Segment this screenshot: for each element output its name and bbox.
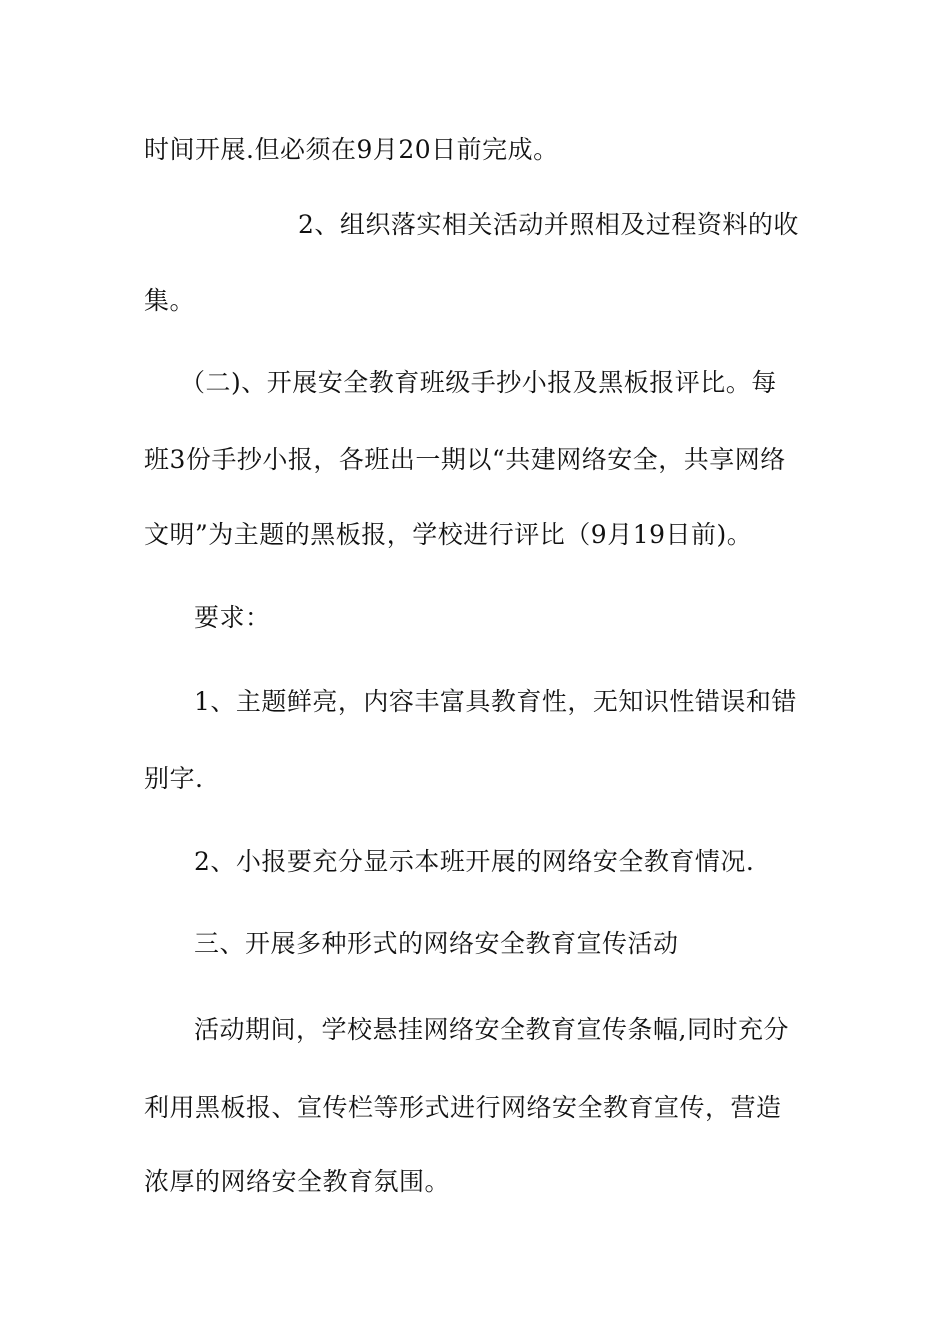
list-item-line: 2、小报要充分显示本班开展的网络安全教育情况.	[194, 847, 755, 876]
paragraph-line: 活动期间，学校悬挂网络安全教育宣传条幅,同时充分	[194, 1015, 789, 1044]
paragraph-line: 班3份手抄小报，各班出一期以“共建网络安全，共享网络	[144, 445, 786, 474]
paragraph-line: 别字.	[144, 764, 204, 793]
paragraph-line: 文明”为主题的黑板报，学校进行评比（9月19日前)。	[144, 520, 753, 549]
section-heading-line: （二)、开展安全教育班级手抄小报及黑板报评比。每	[180, 368, 777, 397]
paragraph-line: 利用黑板报、宣传栏等形式进行网络安全教育宣传，营造	[144, 1093, 782, 1122]
section-heading-line: 三、开展多种形式的网络安全教育宣传活动	[194, 929, 679, 958]
list-item-line: 1、主题鲜亮，内容丰富具教育性，无知识性错误和错	[194, 687, 797, 716]
paragraph-line: 浓厚的网络安全教育氛围。	[144, 1167, 451, 1196]
requirements-heading: 要求：	[194, 603, 271, 632]
list-item-line: 2、组织落实相关活动并照相及过程资料的收	[298, 210, 799, 239]
paragraph-line: 集。	[144, 286, 196, 315]
paragraph-line: 时间开展.但必须在9月20日前完成。	[144, 135, 559, 164]
